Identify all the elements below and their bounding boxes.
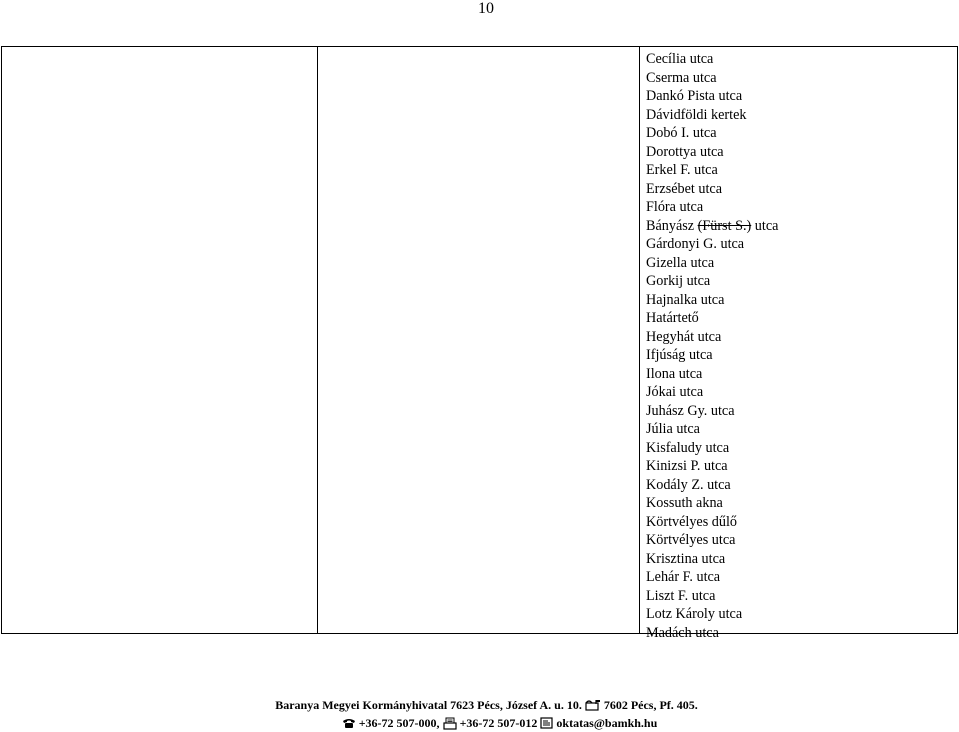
street-item: Erkel F. utca [646,162,718,178]
street-item: Kisfaludy utca [646,439,730,456]
mailbox-icon [585,699,601,711]
footer-email: oktatas@bamkh.hu [556,715,658,730]
street-item: Cecília utca [646,51,714,67]
street-item: Madách utca [646,624,719,641]
street-item: Krisztina utca [646,550,726,567]
street-item: Határtető [646,310,699,326]
street-item: Juhász Gy. utca [646,402,735,419]
street-item: Liszt F. utca [646,587,716,604]
street-item: Kinizsi P. utca [646,458,728,474]
street-item: Körtvélyes utca [646,532,736,548]
street-item: Hegyhát utca [646,328,722,345]
footer-fax: +36-72 507-012 [459,715,538,730]
footer-address-line [7,697,959,713]
footer-address: Baranya Megyei Kormányhivatal 7623 Pécs, József A. u. 10. [275,697,582,712]
footer-pobox: 7602 Pécs, Pf. 405. [603,697,698,712]
street-item: Erzsébet utca [646,180,723,197]
phone-icon [342,718,356,729]
street-item: Cserma utca [646,69,717,86]
email-icon [540,717,553,729]
footer-phone: +36-72 507-000, [358,715,440,730]
street-item [646,217,778,236]
street-item: Gizella utca [646,254,715,271]
street-item: Gárdonyi G. utca [646,236,745,252]
street-list [646,50,778,642]
street-item: Jókai utca [646,384,704,400]
street-item: Kossuth akna [646,495,723,511]
street-item-struck-text: (Fürst S.) [697,217,752,234]
street-item: Kodály Z. utca [646,476,731,493]
page-number: 10 [478,0,494,17]
street-item: Gorkij utca [646,273,711,289]
street-item: Dobó I. utca [646,125,717,141]
street-item: Dorottya utca [646,143,724,160]
street-item: Dávidföldi kertek [646,106,747,123]
street-table [1,46,958,641]
street-item: Flóra utca [646,199,704,215]
street-item: Hajnalka utca [646,291,725,308]
street-item: Lotz Károly utca [646,606,743,622]
street-item: Ifjúság utca [646,347,713,363]
street-item: Júlia utca [646,421,700,437]
street-item: Dankó Pista utca [646,88,743,104]
street-item: Körtvélyes dűlő [646,513,738,530]
footer-contact-line [20,715,959,731]
street-item-prefix: Bányász [646,217,698,234]
street-item: Lehár F. utca [646,569,721,585]
street-item: Ilona utca [646,365,703,382]
column-divider-2 [639,47,640,633]
fax-icon [443,717,457,730]
street-item-suffix: utca [751,217,779,234]
column-divider-1 [317,47,318,633]
